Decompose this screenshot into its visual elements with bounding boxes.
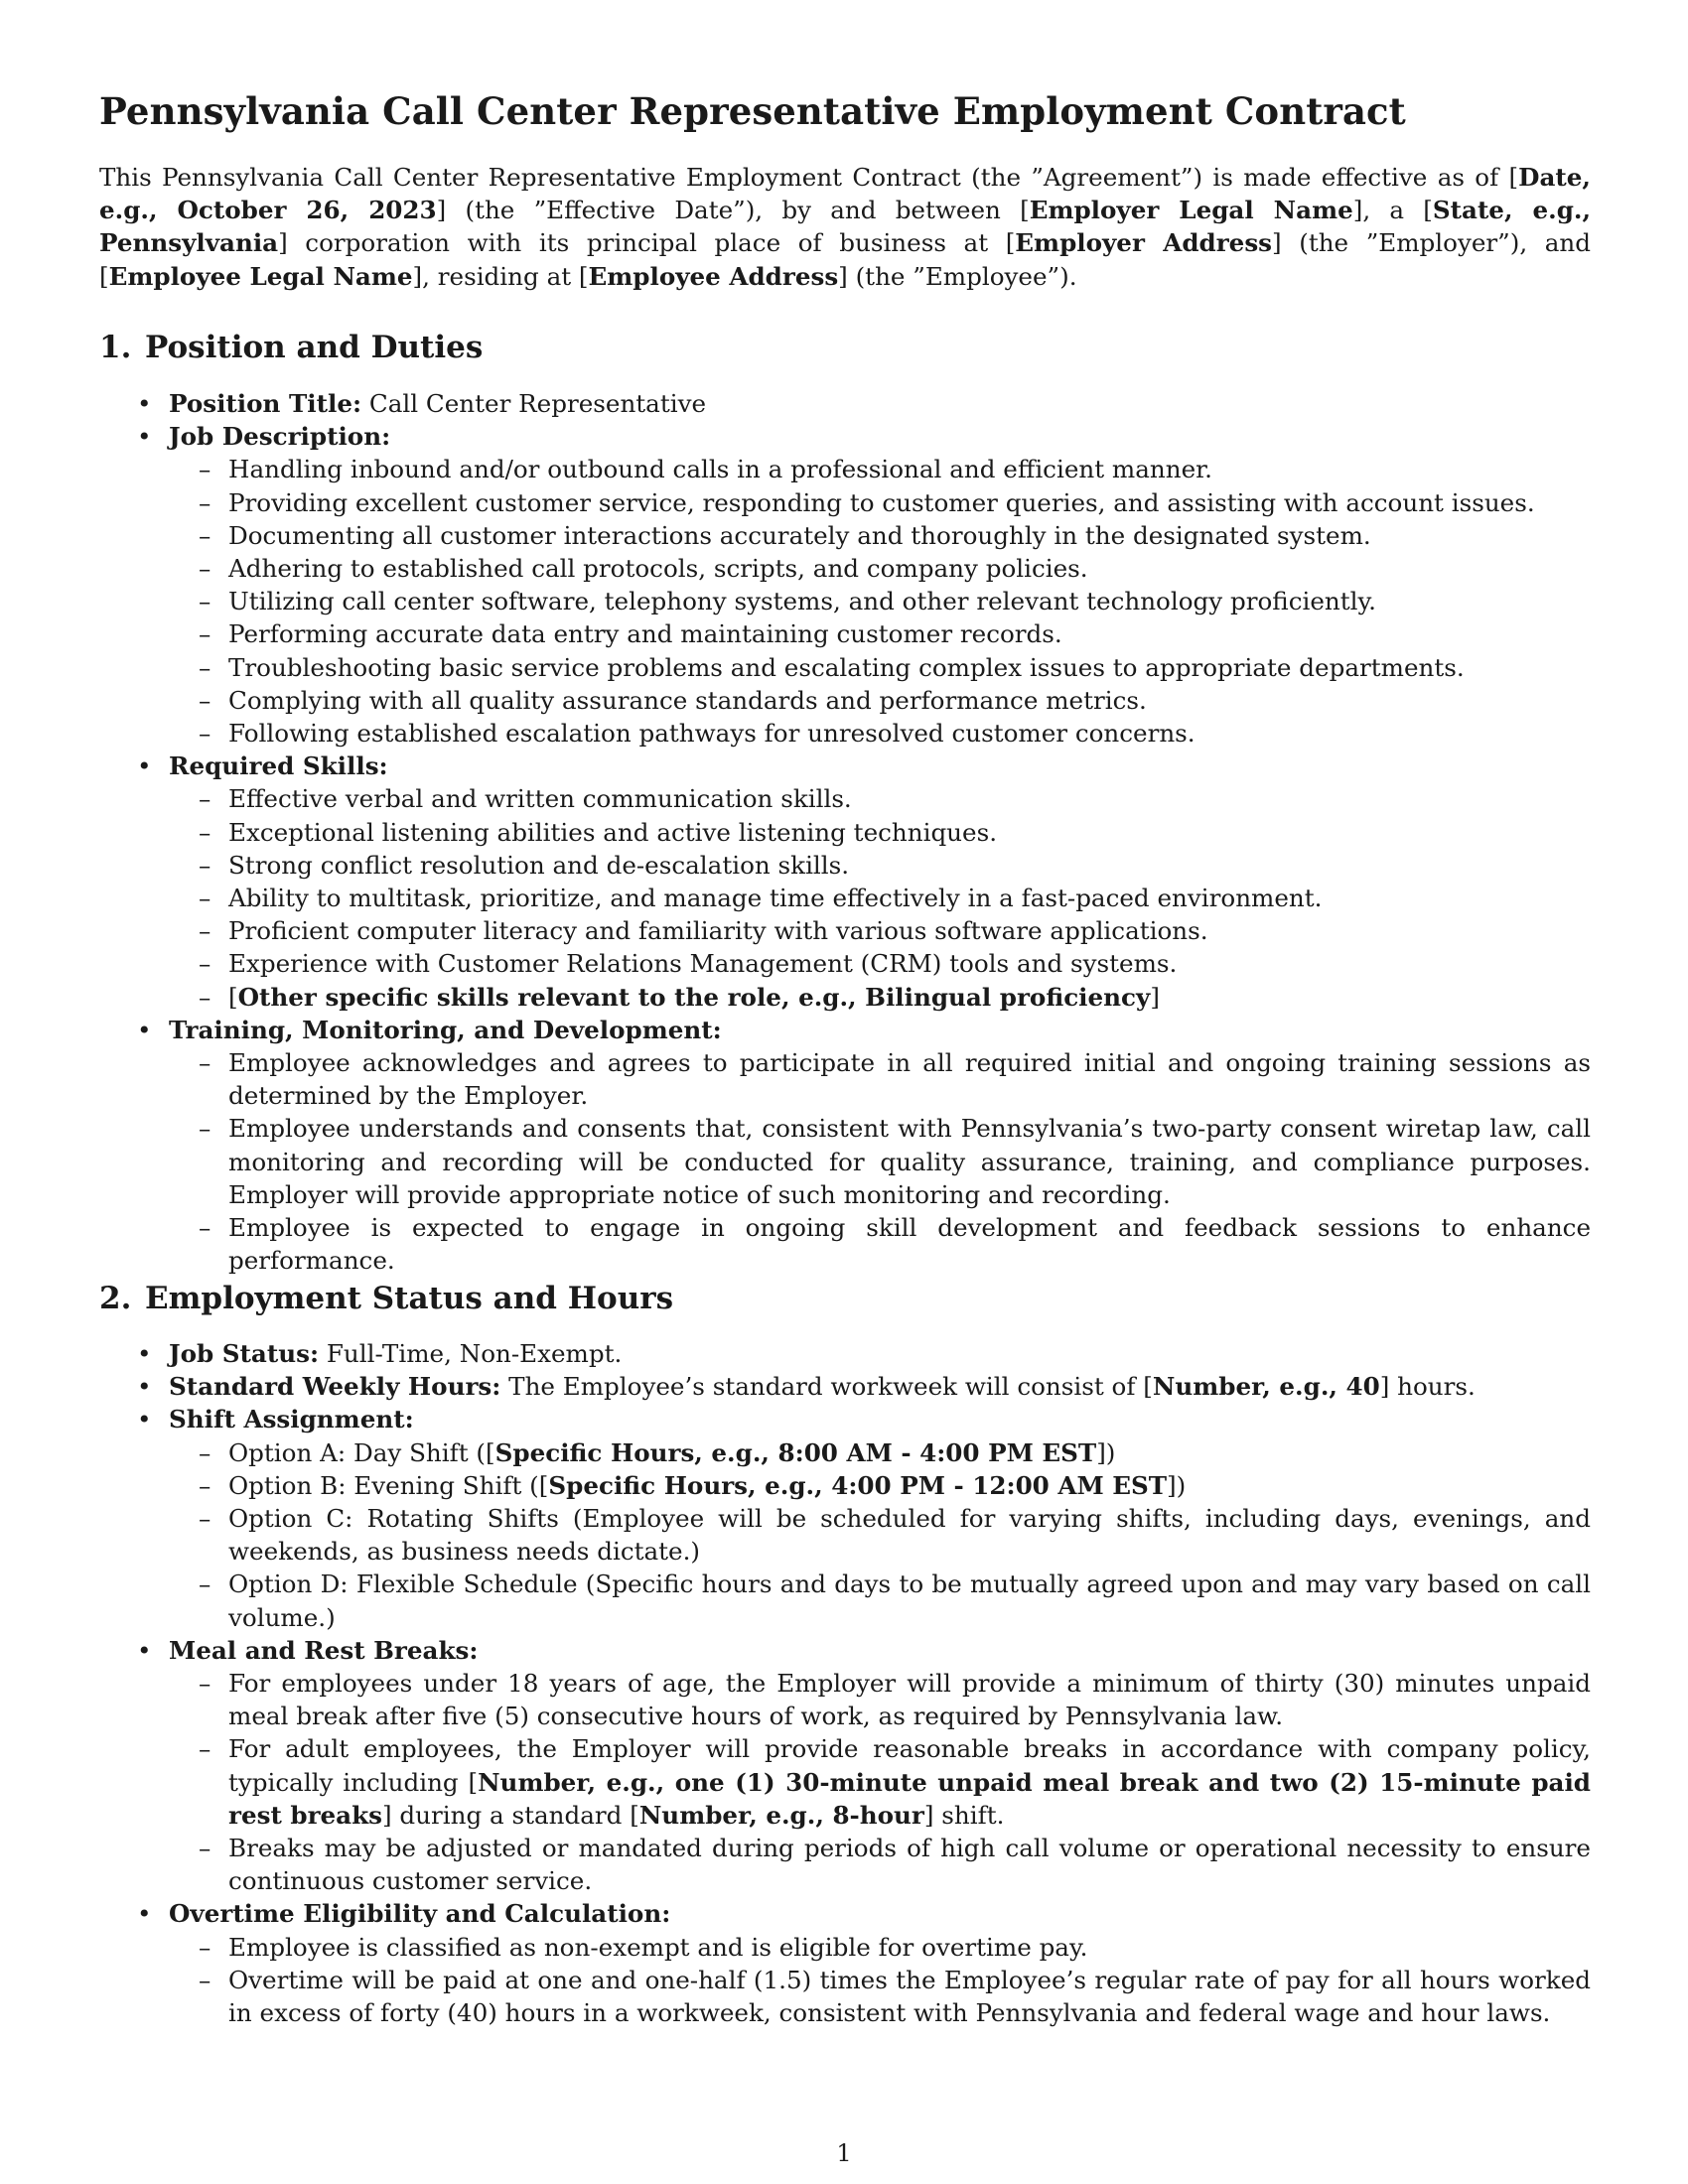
list-item: – Employee is expected to engage in ongoing skill development and feedback sessions to enhance performance. [169, 1211, 1591, 1277]
shift-assignment-item: • Shift Assignment: – Option A: Day Shift ([Specific Hours, e.g., 8:00 AM - 4:00 PM EST]) – Option B: Evening Shift ([Specific Hours, e.g., 4:00 PM - 12:00 AM EST]) – Option C: Rotating Shifts (Employee will be scheduled for varying shifts, including days, evenings, and weekends, as business needs dictate.) – Option D: Flexible Schedule (Specific hours and days to be mutually agreed upon and may vary based on call volume.) [99, 1403, 1591, 1633]
position-title-item: • Position Title: Call Center Representative [99, 387, 1591, 420]
list-item: – Providing excellent customer service, responding to customer queries, and assisting with account issues. [169, 486, 1591, 519]
job-description-list [169, 453, 1591, 750]
training-list [169, 1046, 1591, 1277]
breaks-placeholder: Number, e.g., one (1) 30-minute unpaid meal break and two (2) 15-minute paid rest breaks [228, 1767, 1591, 1830]
state-placeholder: State, e.g., Pennsylvania [99, 196, 1592, 258]
required-skills-list [169, 782, 1591, 1013]
other-skills-placeholder: Other specific skills relevant to the role, e.g., Bilingual proficiency [237, 982, 1151, 1012]
required-skills-item: • Required Skills: – Effective verbal and written communication skills. – Exceptional listening abilities and active listening techniques. – Strong conflict resolution and de-escalation skills. – Ability to multitask, prioritize, and manage time effectively in a fast-paced environment. – Proficient computer literacy and familiarity with various software applications. – Experience with Customer Relations Management (CRM) tools and systems. – [Other specific skills relevant to the role, e.g., Bilingual proficiency] [99, 750, 1591, 1014]
employer-address-placeholder: Employer Address [1015, 228, 1273, 258]
list-item: – Ability to multitask, prioritize, and manage time effectively in a fast-paced environment. [169, 882, 1591, 914]
list-item: – Documenting all customer interactions accurately and thoroughly in the designated system. [169, 519, 1591, 552]
list-item: – Option C: Rotating Shifts (Employee will be scheduled for varying shifts, including days, evenings, and weekends, as business needs dictate.) [169, 1502, 1591, 1568]
list-item: – Following established escalation pathways for unresolved customer concerns. [169, 717, 1591, 750]
list-item: – Employee acknowledges and agrees to participate in all required initial and ongoing training sessions as determined by the Employer. [169, 1046, 1591, 1112]
list-item: – Experience with Customer Relations Management (CRM) tools and systems. [169, 947, 1591, 980]
list-item: – For adult employees, the Employer will provide reasonable breaks in accordance with company policy, typically including [Number, e.g., one (1) 30-minute unpaid meal break and two (2) 15-minute paid rest breaks] during a standard [Number, e.g., 8-hour] shift. [169, 1732, 1591, 1832]
document-title: Pennsylvania Call Center Representative Employment Contract [99, 89, 1406, 133]
list-item: – Overtime will be paid at one and one-half (1.5) times the Employee’s regular rate of pay for all hours worked in excess of forty (40) hours in a workweek, consistent with Pennsylvania and federal wage and hour laws. [169, 1964, 1591, 2029]
list-item: – Option D: Flexible Schedule (Specific hours and days to be mutually agreed upon and may vary based on call volume.) [169, 1568, 1591, 1633]
section-1-heading: 1. Position and Duties [99, 330, 484, 365]
list-item: – [Other specific skills relevant to the role, e.g., Bilingual proficiency] [169, 981, 1591, 1014]
date-placeholder: Date, e.g., October 26, 2023 [99, 163, 1591, 225]
intro-paragraph: This Pennsylvania Call Center Representative Employment Contract (the ”Agreement”) is made effective as of [Date, e.g., October 26, 2023] (the ”Effective Date”), by and between [Employer Legal Name], a [State, e.g., Pennsylvania] corporation with its principal place of business at [Employer Address] (the ”Employer”), and [Employee Legal Name], residing at [Employee Address] (the ”Employee”). [99, 163, 1592, 291]
list-item: – Breaks may be adjusted or mandated during periods of high call volume or operational necessity to ensure continuous customer service. [169, 1832, 1591, 1897]
overtime-item: • Overtime Eligibility and Calculation: – Employee is classified as non-exempt and is eligible for overtime pay. – Overtime will be paid at one and one-half (1.5) times the Employee’s regular rate of pay for all hours worked in excess of forty (40) hours in a workweek, consistent with Pennsylvania and federal wage and hour laws. [99, 1897, 1591, 2029]
shift-length-placeholder: Number, e.g., 8-hour [638, 1800, 924, 1830]
list-item: – Option A: Day Shift ([Specific Hours, e.g., 8:00 AM - 4:00 PM EST]) [169, 1436, 1591, 1469]
shift-options-list [169, 1436, 1591, 1634]
employee-address-placeholder: Employee Address [588, 261, 839, 291]
overtime-list [169, 1931, 1591, 2030]
day-shift-hours-placeholder: Specific Hours, e.g., 8:00 AM - 4:00 PM EST [494, 1437, 1097, 1467]
weekly-hours-item: • Standard Weekly Hours: The Employee’s standard workweek will consist of [Number, e.g., 40] hours. [99, 1370, 1591, 1403]
evening-shift-hours-placeholder: Specific Hours, e.g., 4:00 PM - 12:00 AM EST [548, 1470, 1168, 1500]
list-item: – Performing accurate data entry and maintaining customer records. [169, 617, 1591, 650]
weekly-hours-placeholder: Number, e.g., 40 [1152, 1372, 1380, 1402]
list-item: – Complying with all quality assurance standards and performance metrics. [169, 684, 1591, 717]
list-item: – Employee is classified as non-exempt and is eligible for overtime pay. [169, 1931, 1591, 1964]
training-item: • Training, Monitoring, and Development: – Employee acknowledges and agrees to participate in all required initial and ongoing training sessions as determined by the Employer. – Employee understands and consents that, consistent with Pennsylvania’s two-party consent wiretap law, call monitoring and recording will be conducted for quality assurance, training, and compliance purposes. Employer will provide appropriate notice of such monitoring and recording. – Employee is expected to engage in ongoing skill development and feedback sessions to enhance performance. [99, 1014, 1591, 1278]
list-item: – Exceptional listening abilities and active listening techniques. [169, 816, 1591, 849]
breaks-list [169, 1667, 1591, 1897]
list-item: – Option B: Evening Shift ([Specific Hours, e.g., 4:00 PM - 12:00 AM EST]) [169, 1469, 1591, 1502]
section-2-heading: 2. Employment Status and Hours [99, 1281, 674, 1316]
section-1-list [99, 387, 1591, 1277]
list-item: – Employee understands and consents that, consistent with Pennsylvania’s two-party consent wiretap law, call monitoring and recording will be conducted for quality assurance, training, and compliance purposes. Employer will provide appropriate notice of such monitoring and recording. [169, 1112, 1591, 1211]
employer-name-placeholder: Employer Legal Name [1029, 196, 1353, 225]
page-number: 1 [836, 2139, 852, 2167]
section-2-list [99, 1337, 1591, 2029]
list-item: – Strong conflict resolution and de-escalation skills. [169, 849, 1591, 882]
list-item: – Troubleshooting basic service problems and escalating complex issues to appropriate departments. [169, 651, 1591, 684]
list-item: – Effective verbal and written communication skills. [169, 782, 1591, 815]
list-item: – Proficient computer literacy and familiarity with various software applications. [169, 914, 1591, 947]
employee-name-placeholder: Employee Legal Name [108, 261, 413, 291]
list-item: – Adhering to established call protocols, scripts, and company policies. [169, 552, 1591, 585]
job-status-item: • Job Status: Full-Time, Non-Exempt. [99, 1337, 1591, 1370]
list-item: – For employees under 18 years of age, the Employer will provide a minimum of thirty (30) minutes unpaid meal break after five (5) consecutive hours of work, as required by Pennsylvania law. [169, 1667, 1591, 1732]
breaks-item: • Meal and Rest Breaks: – For employees under 18 years of age, the Employer will provide a minimum of thirty (30) minutes unpaid meal break after five (5) consecutive hours of work, as required by Pennsylvania law. – For adult employees, the Employer will provide reasonable breaks in accordance with company policy, typically including [Number, e.g., one (1) 30-minute unpaid meal break and two (2) 15-minute paid rest breaks] during a standard [Number, e.g., 8-hour] shift. – Breaks may be adjusted or mandated during periods of high call volume or operational necessity to ensure continuous customer service. [99, 1634, 1591, 1898]
list-item: – Handling inbound and/or outbound calls in a professional and efficient manner. [169, 453, 1591, 485]
job-description-item: • Job Description: – Handling inbound and/or outbound calls in a professional and efficient manner. – Providing excellent customer service, responding to customer queries, and assisting with account issues. – Documenting all customer interactions accurately and thoroughly in the designated system. – Adhering to established call protocols, scripts, and company policies. – Utilizing call center software, telephony systems, and other relevant technology proficiently. – Performing accurate data entry and maintaining customer records. – Troubleshooting basic service problems and escalating complex issues to appropriate departments. – Complying with all quality assurance standards and performance metrics. – Following established escalation pathways for unresolved customer concerns. [99, 420, 1591, 750]
list-item: – Utilizing call center software, telephony systems, and other relevant technology proficiently. [169, 585, 1591, 617]
